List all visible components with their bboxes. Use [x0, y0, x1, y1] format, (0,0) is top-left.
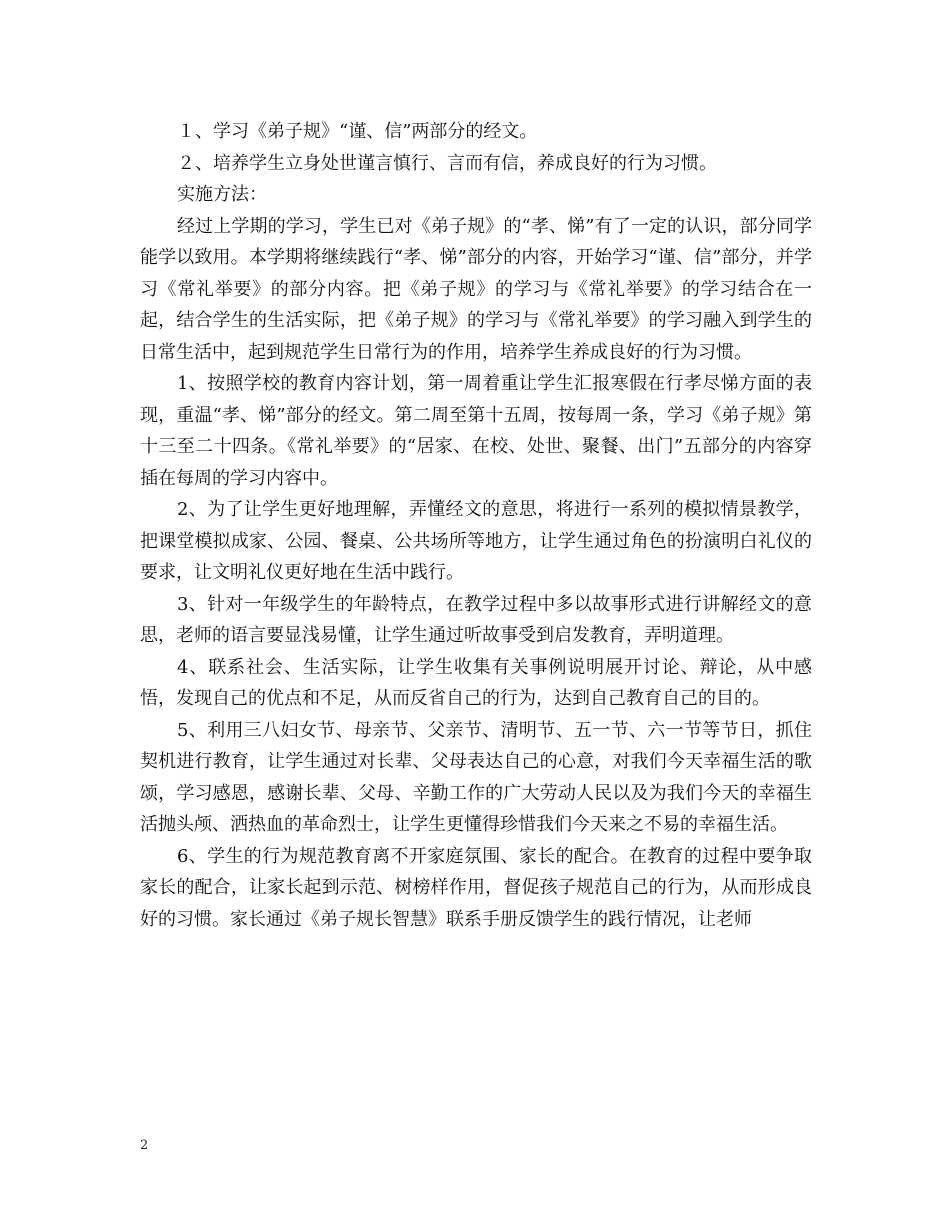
paragraph-method-3: 3、针对一年级学生的年龄特点，在教学过程中多以故事形式进行讲解经文的意思，老师的语言要显浅易懂，让学生通过听故事受到启发教育，弄明道理。	[140, 593, 812, 646]
page-number: 2	[140, 1138, 149, 1153]
paragraph-method-4: 4、联系社会、生活实际，让学生收集有关事例说明展开讨论、辩论，从中感悟，发现自己的优点和不足，从而反省自己的行为，达到自己教育自己的目的。	[140, 656, 812, 709]
paragraph-method-5: 5、利用三八妇女节、母亲节、父亲节、清明节、五一节、六一节等节日，抓住契机进行教育，让学生通过对长辈、父母表达自己的心意，对我们今天幸福生活的歌颂，学习感恩，感谢长辈、父母、辛勤工作的广大劳动人民以及为我们今天的幸福生活抛头颅、洒热血的革命烈士，让学生更懂得珍惜我们今天来之不易的幸福生活。	[140, 719, 812, 835]
paragraph-method-2: 2、为了让学生更好地理解，弄懂经文的意思，将进行一系列的模拟情景教学，把课堂模拟成家、公园、餐桌、公共场所等地方，让学生通过角色的扮演明白礼仪的要求，让文明礼仪更好地在生活中践行。	[140, 499, 812, 583]
document-body	[140, 116, 812, 935]
paragraph-method-heading: 实施方法：	[177, 184, 267, 205]
paragraph-method-1: 1、按照学校的教育内容计划，第一周着重让学生汇报寒假在行孝尽悌方面的表现，重温“孝、悌”部分的经文。第二周至第十五周，按每周一条，学习《弟子规》第十三至二十四条。《常礼举要》的“居家、在校、处世、聚餐、出门”五部分的内容穿插在每周的学习内容中。	[140, 373, 812, 489]
paragraph-objective-2: ２、培养学生立身处世谨言慎行、言而有信，养成良好的行为习惯。	[177, 152, 717, 174]
paragraph-method-6: 6、学生的行为规范教育离不开家庭氛围、家长的配合。在教育的过程中要争取家长的配合，让家长起到示范、树榜样作用，督促孩子规范自己的行为，从而形成良好的习惯。家长通过《弟子规长智慧》联系手册反馈学生的践行情况，让老师	[140, 845, 812, 930]
paragraph-objective-1: １、学习《弟子规》“谨、信”两部分的经文。	[177, 121, 538, 142]
paragraph-intro: 经过上学期的学习，学生已对《弟子规》的“孝、悌”有了一定的认识，部分同学能学以致用。本学期将继续践行“孝、悌”部分的内容，开始学习“谨、信”部分，并学习《常礼举要》的部分内容。把《弟子规》的学习与《常礼举要》的学习结合在一起，结合学生的生活实际，把《弟子规》的学习与《常礼举要》的学习融入到学生的日常生活中，起到规范学生日常行为的作用，培养学生养成良好的行为习惯。	[140, 215, 812, 363]
